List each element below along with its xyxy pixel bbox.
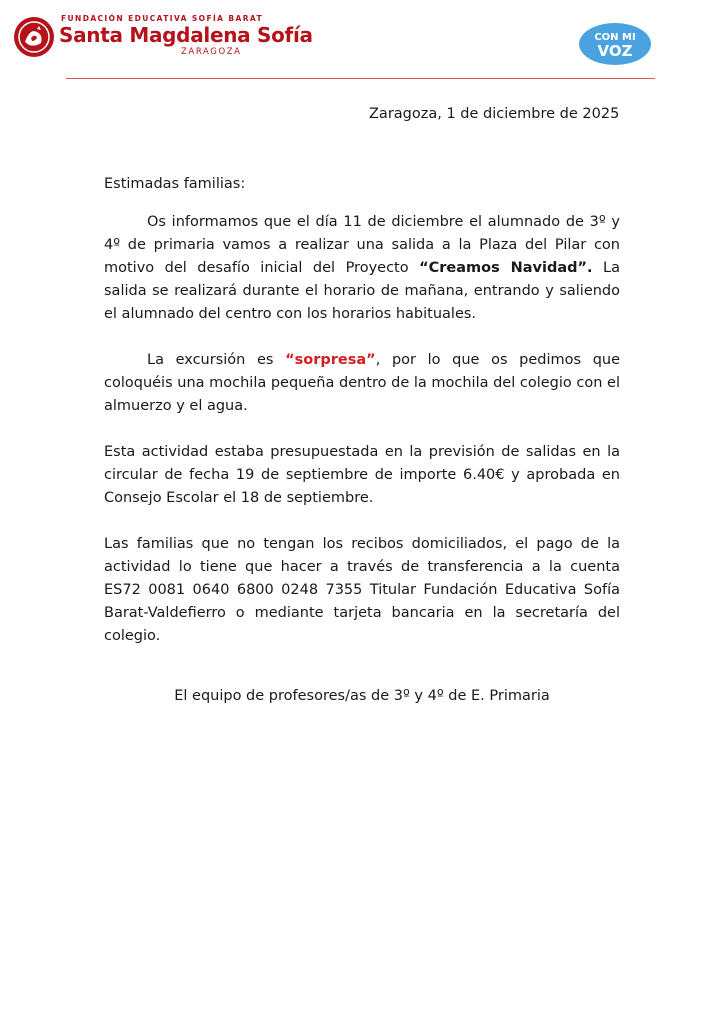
school-name: Santa Magdalena Sofía bbox=[59, 23, 313, 47]
p1-text-a: Os informamos que el día 11 de diciembre el alumnado de 3º y 4º de primaria vamos a realizar una salida a la Plaza del Pilar con motivo del desafío inicial del Proyecto bbox=[104, 214, 620, 276]
p2-text-b: , por lo que os pedimos que coloquéis una mochila pequeña dentro de la mochila del colegio con el almuerzo y el agua. bbox=[104, 352, 621, 414]
p2-text-a: La excursión es bbox=[147, 352, 286, 368]
greeting: Estimadas familias: bbox=[104, 176, 246, 192]
school-city: ZARAGOZA bbox=[181, 47, 242, 57]
badge-line2: VOZ bbox=[597, 42, 633, 60]
badge-line1: CON MI bbox=[594, 32, 636, 43]
school-seal-icon bbox=[13, 16, 55, 58]
signature: El equipo de profesores/as de 3º y 4º de E. Primaria bbox=[174, 688, 550, 704]
project-name: “Creamos Navidad”. bbox=[419, 260, 593, 276]
letter-date: Zaragoza, 1 de diciembre de 2025 bbox=[369, 106, 620, 122]
paragraph-budget: Esta actividad estaba presupuestada en la previsión de salidas en la circular de fecha 19 de septiembre de importe 6.40€ y aprobada en Consejo Escolar el 18 de septiembre. bbox=[104, 444, 620, 506]
paragraph-excursion-info bbox=[104, 211, 620, 326]
paragraph-surprise bbox=[104, 349, 620, 418]
foundation-name: FUNDACIÓN EDUCATIVA SOFÍA BARAT bbox=[61, 14, 264, 23]
paragraph-payment: Las familias que no tengan los recibos domiciliados, el pago de la actividad lo tiene que hacer a través de transferencia a la cuenta ES72 0081 0640 6800 0248 7355 Titular Fundación Educativa Sofía Barat-Valdefierro o mediante tarjeta bancaria en la secretaría del colegio. bbox=[104, 536, 620, 644]
surprise-highlight: “sorpresa” bbox=[285, 352, 376, 368]
p1-text-b: La salida se realizará durante el horario de mañana, entrando y saliendo el alumnado del centro con los horarios habituales. bbox=[104, 260, 620, 322]
con-mi-voz-logo bbox=[578, 22, 652, 66]
letterhead bbox=[0, 0, 724, 82]
header-divider bbox=[66, 78, 655, 79]
school-logo bbox=[13, 12, 313, 62]
